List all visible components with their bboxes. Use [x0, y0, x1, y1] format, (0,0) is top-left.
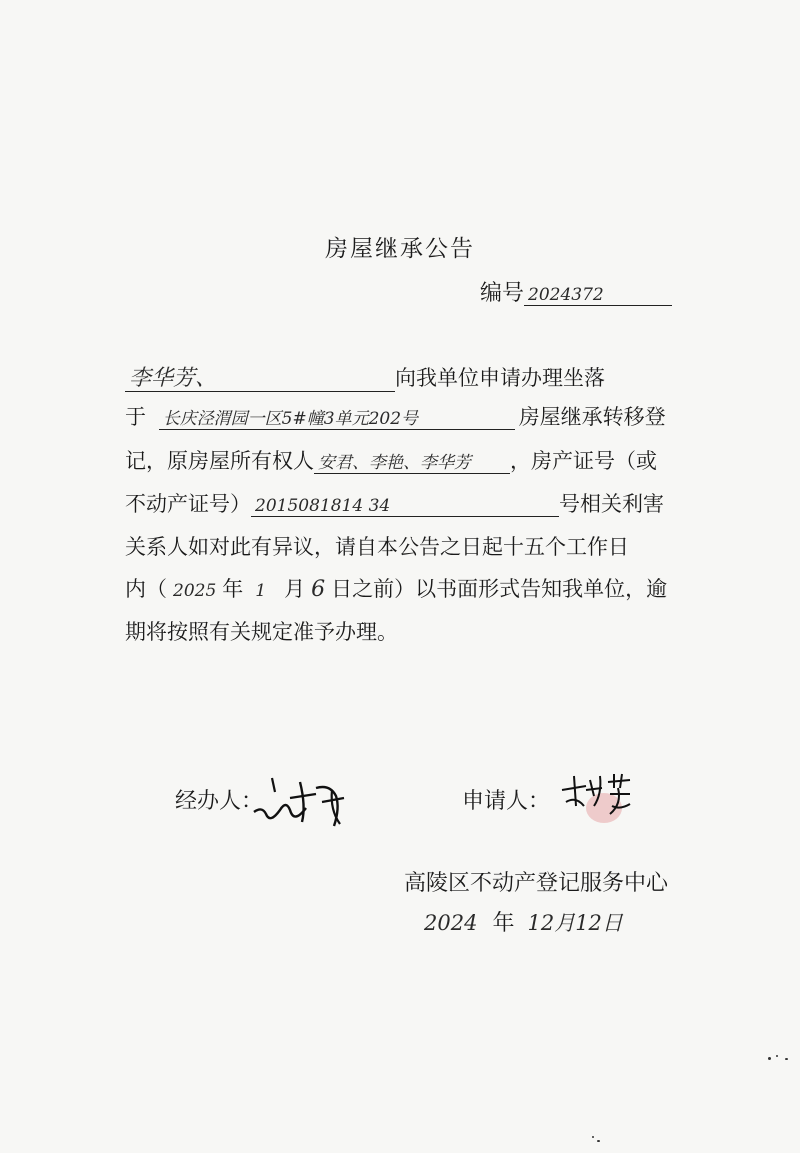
body-text: 房屋继承转移登: [518, 405, 666, 429]
body-line-6: [125, 573, 667, 607]
body-line-7: 期将按照有关规定准予办理。: [125, 620, 398, 644]
body-text: 日之前）以书面形式告知我单位，逾: [331, 577, 668, 601]
body-text: 内（: [125, 577, 167, 601]
body-line-1: [125, 362, 605, 394]
body-text: 向我单位申请办理坐落: [395, 366, 605, 390]
serial-label: 编号: [480, 281, 525, 306]
body-line-2: [125, 401, 666, 433]
original-owners: 安君、李艳、李华芳: [314, 454, 510, 474]
property-location: 长庆泾渭园一区5#幢3单元202号: [159, 410, 515, 430]
applicant-name: 李华芳、: [125, 367, 395, 392]
body-text: 记，原房屋所有权人: [125, 449, 314, 473]
document-title: 房屋继承公告: [325, 236, 475, 262]
body-text: 年: [222, 577, 244, 601]
issue-month-day: 12月12日: [527, 911, 623, 935]
issuing-organization: 高陵区不动产登记服务中心: [404, 871, 669, 896]
certificate-number: 2015081814 34: [251, 497, 559, 517]
body-text: 月: [284, 577, 306, 601]
body-line-3: [125, 445, 657, 477]
serial-value: 2024372: [524, 286, 672, 306]
deadline-day: 6: [311, 577, 326, 602]
handler-label: 经办人：: [175, 789, 264, 814]
body-line-4: [125, 488, 664, 520]
scan-speck: [592, 1136, 594, 1138]
body-text: ，房产证号（或: [510, 449, 657, 473]
issue-year: 2024: [424, 911, 478, 935]
deadline-year: 2025: [173, 581, 217, 601]
issue-date: [424, 906, 623, 937]
applicant-signature: [556, 768, 636, 834]
handler-signature: [250, 768, 355, 833]
serial-number: [480, 276, 672, 307]
scan-speck: [768, 1057, 771, 1060]
applicant-label: 申请人：: [462, 789, 551, 814]
scan-speck: [776, 1055, 778, 1057]
body-text: 不动产证号）: [125, 492, 251, 516]
body-text: 号相关利害: [559, 492, 664, 516]
deadline-month: 1: [255, 581, 267, 601]
scan-speck: [597, 1140, 600, 1142]
body-line-5: 关系人如对此有异议，请自本公告之日起十五个工作日: [125, 535, 629, 559]
body-text: 于: [125, 405, 146, 429]
scan-speck: [785, 1058, 788, 1060]
year-unit: 年: [492, 911, 515, 936]
